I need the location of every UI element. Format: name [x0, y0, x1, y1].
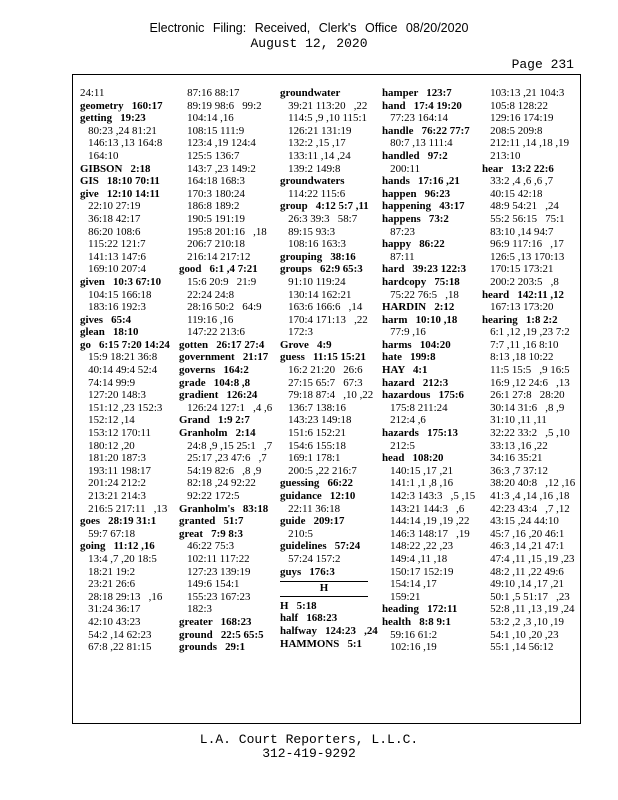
- index-entry-continuation: 39:21 113:20 ,22: [280, 99, 368, 112]
- index-entry-continuation: 40:14 49:4 52:4: [80, 364, 158, 377]
- index-entry-continuation: 154:14 ,17: [382, 578, 437, 591]
- index-entry-continuation: 75:22 76:5 ,18: [382, 288, 459, 301]
- index-entry-term: government 21:17: [179, 351, 269, 364]
- index-entry-continuation: 132:2 ,15 ,17: [280, 137, 346, 150]
- index-entry-term: guide 209:17: [280, 515, 345, 528]
- index-entry-continuation: 96:9 117:16 ,17: [482, 238, 564, 251]
- index-entry-term: heard 142:11 ,12: [482, 288, 564, 301]
- index-entry-continuation: 105:8 128:22: [482, 99, 548, 112]
- index-entry-continuation: 139:2 149:8: [280, 162, 341, 175]
- index-entry-term: Grand 1:9 2:7: [179, 414, 250, 427]
- index-entry-continuation: 59:7 67:18: [80, 527, 136, 540]
- index-entry-continuation: 24:8 ,9 ,15 25:1 ,7: [179, 439, 273, 452]
- index-entry-term: grounds 29:1: [179, 641, 246, 654]
- index-entry-continuation: 80:23 ,24 81:21: [80, 124, 157, 137]
- index-entry-continuation: 186:8 189:2: [179, 200, 240, 213]
- index-entry-continuation: 87:23: [382, 225, 415, 238]
- index-entry-continuation: 87:11: [382, 250, 415, 263]
- index-entry-continuation: 200:11: [382, 162, 421, 175]
- index-entry-continuation: 154:6 155:18: [280, 439, 346, 452]
- filing-stamp: Electronic Filing: Received, Clerk's Office 08/20/2020: [149, 21, 469, 35]
- index-entry-term: greater 168:23: [179, 615, 252, 628]
- index-entry-continuation: 143:21 144:3 ,6: [382, 502, 465, 515]
- index-entry-continuation: 190:5 191:19: [179, 212, 245, 225]
- index-entry-term: harm 10:10 ,18: [382, 313, 458, 326]
- index-entry-continuation: 24:11: [80, 87, 105, 99]
- index-entry-continuation: 7:7 ,11 ,16 8:10: [482, 338, 559, 351]
- index-entry-term: hamper 123:7: [382, 87, 452, 99]
- index-entry-continuation: 151:6 152:21: [280, 427, 346, 440]
- index-entry-term: group 4:12 5:7 ,11: [280, 200, 369, 213]
- index-entry-continuation: 22:10 27:19: [80, 200, 141, 213]
- index-entry-continuation: 170:3 180:24: [179, 187, 245, 200]
- index-entry-continuation: 50:1 ,5 51:17 ,23: [482, 590, 570, 603]
- index-column-3: [280, 87, 378, 650]
- index-entry-term: happens 73:2: [382, 212, 449, 225]
- index-entry-term: hand 17:4 19:20: [382, 99, 462, 112]
- index-entry-continuation: 146:13 ,13 164:8: [80, 137, 163, 150]
- index-entry-continuation: 126:24 127:1 ,4 ,6: [179, 401, 273, 414]
- index-entry-continuation: 30:14 31:6 ,8 ,9: [482, 401, 565, 414]
- index-entry-continuation: 180:12 ,20: [80, 439, 135, 452]
- index-entry-continuation: 212:5: [382, 439, 415, 452]
- index-entry-continuation: 77:23 164:14: [382, 112, 448, 125]
- index-entry-continuation: 108:16 163:3: [280, 238, 346, 251]
- index-entry-continuation: 151:12 ,23 152:3: [80, 401, 163, 414]
- index-entry-continuation: 103:13 ,21 104:3: [482, 87, 565, 99]
- index-entry-continuation: 130:14 162:21: [280, 288, 352, 301]
- index-entry-continuation: 193:11 198:17: [80, 464, 151, 477]
- index-entry-continuation: 54:2 ,14 62:23: [80, 628, 152, 641]
- index-entry-continuation: 104:15 166:18: [80, 288, 152, 301]
- index-entry-continuation: 200:5 ,22 216:7: [280, 464, 357, 477]
- index-entry-continuation: 54:19 82:6 ,8 ,9: [179, 464, 262, 477]
- index-column-3-entries: [280, 87, 373, 578]
- transcript-date: August 12, 2020: [250, 36, 368, 51]
- index-entry-term: handled 97:2: [382, 149, 448, 162]
- index-entry-continuation: 31:10 ,11 ,11: [482, 414, 547, 427]
- index-entry-continuation: 80:7 ,13 111:4: [382, 137, 453, 150]
- index-entry-continuation: 164:18 168:3: [179, 175, 245, 188]
- index-column-2: [179, 87, 272, 654]
- reporter-phone: 312-419-9292: [262, 746, 356, 761]
- index-entry-continuation: 169:10 207:4: [80, 263, 146, 276]
- index-entry-continuation: 42:10 43:23: [80, 615, 141, 628]
- index-entry-continuation: 216:14 217:12: [179, 250, 251, 263]
- index-entry-continuation: 26:1 27:8 28:20: [482, 389, 565, 402]
- index-entry-term: hazards 175:13: [382, 427, 458, 440]
- index-entry-term: glean 18:10: [80, 326, 139, 339]
- index-entry-term: head 108:20: [382, 452, 444, 465]
- index-entry-continuation: 159:21: [382, 590, 421, 603]
- index-entry-continuation: 127:23 139:19: [179, 565, 251, 578]
- index-entry-term: GIBSON 2:18: [80, 162, 151, 175]
- index-entry-term: ground 22:5 65:5: [179, 628, 264, 641]
- index-entry-continuation: 149:4 ,11 ,18: [382, 552, 448, 565]
- index-entry-continuation: 42:23 43:4 ,7 ,12: [482, 502, 570, 515]
- index-entry-term: granted 51:7: [179, 515, 244, 528]
- index-entry-continuation: 144:14 ,19 ,19 ,22: [382, 515, 470, 528]
- index-entry-continuation: 48:9 54:21 ,24: [482, 200, 559, 213]
- index-entry-continuation: 15:6 20:9 21:9: [179, 275, 257, 288]
- index-entry-continuation: 210:5: [280, 527, 313, 540]
- index-entry-continuation: 13:4 ,7 ,20 18:5: [80, 552, 157, 565]
- index-entry-continuation: 136:7 138:16: [280, 401, 346, 414]
- index-entry-continuation: 181:20 187:3: [80, 452, 146, 465]
- index-entry-continuation: 164:10: [80, 149, 119, 162]
- index-entry-continuation: 54:1 ,10 ,20 ,23: [482, 628, 559, 641]
- index-entry-term: going 11:12 ,16: [80, 540, 155, 553]
- index-entry-term: H 5:18: [280, 599, 317, 612]
- index-column-1: [80, 87, 172, 654]
- index-entry-continuation: 27:15 65:7 67:3: [280, 376, 363, 389]
- index-entry-term: great 7:9 8:3: [179, 527, 243, 540]
- index-entry-continuation: 33:2 ,4 ,6 ,6 ,7: [482, 175, 554, 188]
- index-entry-continuation: 155:23 167:23: [179, 590, 251, 603]
- index-entry-term: governs 164:2: [179, 364, 249, 377]
- index-entry-continuation: 46:3 ,14 ,21 47:1: [482, 540, 565, 553]
- index-entry-continuation: 126:21 131:19: [280, 124, 352, 137]
- index-entry-continuation: 8:13 ,18 10:22: [482, 351, 554, 364]
- index-entry-term: go 6:15 7:20 14:24: [80, 338, 170, 351]
- index-entry-continuation: 28:16 50:2 64:9: [179, 301, 262, 314]
- index-entry-continuation: 22:24 24:8: [179, 288, 235, 301]
- index-entry-term: groups 62:9 65:3: [280, 263, 363, 276]
- index-entry-term: HARDIN 2:12: [382, 301, 455, 314]
- index-entry-continuation: 83:10 ,14 94:7: [482, 225, 554, 238]
- index-entry-continuation: 206:7 210:18: [179, 238, 245, 251]
- index-entry-continuation: 89:15 93:3: [280, 225, 336, 238]
- index-entry-continuation: 49:10 ,14 ,17 ,21: [482, 578, 564, 591]
- index-entry-continuation: 33:13 ,16 ,22: [482, 439, 548, 452]
- index-entry-term: heading 172:11: [382, 603, 458, 616]
- index-entry-continuation: 77:9 ,16: [382, 326, 426, 339]
- index-entry-continuation: 22:11 36:18: [280, 502, 341, 515]
- index-entry-continuation: 125:5 136:7: [179, 149, 240, 162]
- index-entry-term: good 6:1 ,4 7:21: [179, 263, 258, 276]
- index-entry-term: handle 76:22 77:7: [382, 124, 470, 137]
- index-entry-continuation: 104:14 ,16: [179, 112, 234, 125]
- index-entry-continuation: 153:12 170:11: [80, 427, 151, 440]
- index-entry-term: half 168:23: [280, 612, 338, 625]
- index-entry-continuation: 67:8 ,22 81:15: [80, 641, 152, 654]
- index-entry-continuation: 47:4 ,11 ,15 ,19 ,23: [482, 552, 575, 565]
- index-entry-term: hazard 212:3: [382, 376, 449, 389]
- index-entry-continuation: 150:17 152:19: [382, 565, 454, 578]
- index-entry-continuation: 6:1 ,12 ,19 ,23 7:2: [482, 326, 570, 339]
- index-entry-continuation: 89:19 98:6 99:2: [179, 99, 262, 112]
- index-entry-term: halfway 124:23 ,24: [280, 624, 378, 637]
- index-entry-continuation: 57:24 157:2: [280, 552, 341, 565]
- index-entry-continuation: 201:24 212:2: [80, 477, 146, 490]
- index-entry-continuation: 127:20 148:3: [80, 389, 146, 402]
- index-entry-continuation: 45:7 ,16 ,20 46:1: [482, 527, 565, 540]
- index-entry-continuation: 172:3: [280, 326, 313, 339]
- index-entry-continuation: 74:14 99:9: [80, 376, 136, 389]
- reporter-name: L.A. Court Reporters, L.L.C.: [199, 732, 419, 747]
- index-entry-continuation: 216:5 217:11 ,13: [80, 502, 168, 515]
- index-entry-term: happening 43:17: [382, 200, 465, 213]
- index-entry-term: groundwater: [280, 87, 341, 99]
- index-entry-continuation: 175:8 211:24: [382, 401, 448, 414]
- index-entry-term: groundwaters: [280, 175, 345, 188]
- index-entry-continuation: 36:18 42:17: [80, 212, 141, 225]
- index-entry-term: hard 39:23 122:3: [382, 263, 467, 276]
- index-entry-term: happy 86:22: [382, 238, 445, 251]
- index-entry-continuation: 43:15 ,24 44:10: [482, 515, 559, 528]
- index-entry-continuation: 31:24 36:17: [80, 603, 141, 616]
- index-entry-term: gotten 26:17 27:4: [179, 338, 265, 351]
- index-entry-continuation: 195:8 201:16 ,18: [179, 225, 267, 238]
- index-entry-term: hazardous 175:6: [382, 389, 464, 402]
- index-entry-term: getting 19:23: [80, 112, 146, 125]
- index-entry-continuation: 102:11 117:22: [179, 552, 250, 565]
- index-entry-continuation: 119:16 ,16: [179, 313, 234, 326]
- index-entry-continuation: 129:16 174:19: [482, 112, 554, 125]
- index-column-4: [382, 87, 475, 654]
- index-entry-term: Granholm 2:14: [179, 427, 256, 440]
- index-entry-term: given 10:3 67:10: [80, 275, 162, 288]
- index-entry-continuation: 79:18 87:4 ,10 ,22: [280, 389, 374, 402]
- index-entry-term: guess 11:15 15:21: [280, 351, 366, 364]
- index-entry-term: guessing 66:22: [280, 477, 353, 490]
- index-entry-continuation: 213:21 214:3: [80, 490, 146, 502]
- index-entry-term: guidelines 57:24: [280, 540, 361, 553]
- index-entry-term: gives 65:4: [80, 313, 132, 326]
- index-column-5: [482, 87, 577, 654]
- section-h-entries: [280, 599, 378, 650]
- index-entry-continuation: 115:22 121:7: [80, 238, 146, 251]
- index-entry-continuation: 170:15 173:21: [482, 263, 554, 276]
- index-entry-continuation: 163:6 166:6 ,14: [280, 301, 363, 314]
- page-number: Page 231: [511, 57, 574, 72]
- index-entry-continuation: 141:13 147:6: [80, 250, 146, 263]
- index-entry-continuation: 143:7 ,23 149:2: [179, 162, 256, 175]
- index-entry-continuation: 170:4 171:13 ,22: [280, 313, 368, 326]
- index-entry-continuation: 82:18 ,24 92:22: [179, 477, 256, 490]
- index-entry-term: HAMMONS 5:1: [280, 637, 362, 650]
- index-entry-continuation: 114:5 ,9 ,10 115:1: [280, 112, 367, 125]
- index-entry-continuation: 143:23 149:18: [280, 414, 352, 427]
- index-entry-continuation: 123:4 ,19 124:4: [179, 137, 256, 150]
- index-entry-continuation: 11:5 15:5 ,9 16:5: [482, 364, 570, 377]
- index-entry-continuation: 15:9 18:21 36:8: [80, 351, 158, 364]
- index-entry-continuation: 213:10: [482, 149, 521, 162]
- index-entry-continuation: 142:3 143:3 ,5 ,15: [382, 490, 476, 502]
- index-entry-term: GIS 18:10 70:11: [80, 175, 160, 188]
- index-entry-term: guys 176:3: [280, 565, 335, 578]
- index-entry-continuation: 55:2 56:15 75:1: [482, 212, 565, 225]
- index-entry-continuation: 212:11 ,14 ,18 ,19: [482, 137, 570, 150]
- index-entry-continuation: 126:5 ,13 170:13: [482, 250, 565, 263]
- index-entry-term: harms 104:20: [382, 338, 451, 351]
- index-entry-continuation: 34:16 35:21: [482, 452, 543, 465]
- index-entry-continuation: 32:22 33:2 ,5 ,10: [482, 427, 570, 440]
- index-entry-continuation: 147:22 213:6: [179, 326, 245, 339]
- index-entry-continuation: 28:18 29:13 ,16: [80, 590, 163, 603]
- index-entry-continuation: 16:9 ,12 24:6 ,13: [482, 376, 570, 389]
- index-entry-continuation: 133:11 ,14 ,24: [280, 149, 351, 162]
- index-entry-continuation: 52:8 ,11 ,13 ,19 ,24: [482, 603, 575, 616]
- index-entry-continuation: 167:13 173:20: [482, 301, 554, 314]
- index-entry-continuation: 108:15 111:9: [179, 124, 245, 137]
- index-entry-continuation: 87:16 88:17: [179, 87, 240, 99]
- index-entry-continuation: 38:20 40:8 ,12 ,16: [482, 477, 576, 490]
- index-entry-continuation: 16:2 21:20 26:6: [280, 364, 363, 377]
- index-entry-term: hear 13:2 22:6: [482, 162, 554, 175]
- index-entry-term: HAY 4:1: [382, 364, 428, 377]
- index-entry-continuation: 48:2 ,11 ,22 49:6: [482, 565, 564, 578]
- index-entry-continuation: 25:17 ,23 47:6 ,7: [179, 452, 267, 465]
- index-entry-continuation: 200:2 203:5 ,8: [482, 275, 559, 288]
- index-entry-term: grouping 38:16: [280, 250, 356, 263]
- index-entry-continuation: 169:1 178:1: [280, 452, 341, 465]
- index-entry-continuation: 55:1 ,14 56:12: [482, 641, 554, 654]
- index-entry-continuation: 114:22 115:6: [280, 187, 346, 200]
- index-entry-term: guidance 12:10: [280, 490, 356, 502]
- index-entry-continuation: 36:3 ,7 37:12: [482, 464, 548, 477]
- index-entry-continuation: 183:16 192:3: [80, 301, 146, 314]
- index-entry-continuation: 23:21 26:6: [80, 578, 136, 591]
- index-entry-continuation: 46:22 75:3: [179, 540, 235, 553]
- index-entry-continuation: 102:16 ,19: [382, 641, 437, 654]
- index-entry-term: geometry 160:17: [80, 99, 163, 112]
- index-entry-continuation: 149:6 154:1: [179, 578, 240, 591]
- index-entry-term: grade 104:8 ,8: [179, 376, 251, 389]
- index-entry-continuation: 141:1 ,1 ,8 ,16: [382, 477, 454, 490]
- index-entry-term: gradient 126:24: [179, 389, 258, 402]
- index-entry-continuation: 92:22 172:5: [179, 490, 240, 502]
- index-entry-continuation: 26:3 39:3 58:7: [280, 212, 358, 225]
- index-entry-term: hardcopy 75:18: [382, 275, 460, 288]
- index-entry-term: hate 199:8: [382, 351, 436, 364]
- index-entry-term: Granholm's 83:18: [179, 502, 269, 515]
- index-entry-continuation: 18:21 19:2: [80, 565, 136, 578]
- index-entry-continuation: 53:2 ,2 ,3 ,10 ,19: [482, 615, 564, 628]
- section-heading-h: H: [280, 581, 368, 597]
- index-entry-continuation: 148:22 ,22 ,23: [382, 540, 454, 553]
- index-entry-term: health 8:8 9:1: [382, 615, 451, 628]
- footer: [0, 733, 618, 761]
- index-entry-continuation: 86:20 108:6: [80, 225, 141, 238]
- index-entry-term: happen 96:23: [382, 187, 451, 200]
- index-entry-continuation: 146:3 148:17 ,19: [382, 527, 470, 540]
- index-entry-term: Grove 4:9: [280, 338, 332, 351]
- index-entry-continuation: 208:5 209:8: [482, 124, 543, 137]
- index-entry-continuation: 182:3: [179, 603, 212, 616]
- index-entry-continuation: 212:4 ,6: [382, 414, 426, 427]
- index-entry-term: hands 17:16 ,21: [382, 175, 460, 188]
- index-entry-continuation: 40:15 42:18: [482, 187, 543, 200]
- index-entry-continuation: 152:12 ,14: [80, 414, 135, 427]
- index-entry-term: give 12:10 14:11: [80, 187, 160, 200]
- index-entry-continuation: 140:15 ,17 ,21: [382, 464, 454, 477]
- index-entry-continuation: 91:10 119:24: [280, 275, 346, 288]
- index-entry-term: hearing 1:8 2:2: [482, 313, 558, 326]
- index-entry-continuation: 41:3 ,4 ,14 ,16 ,18: [482, 490, 570, 502]
- index-entry-term: goes 28:19 31:1: [80, 515, 157, 528]
- index-entry-continuation: 59:16 61:2: [382, 628, 438, 641]
